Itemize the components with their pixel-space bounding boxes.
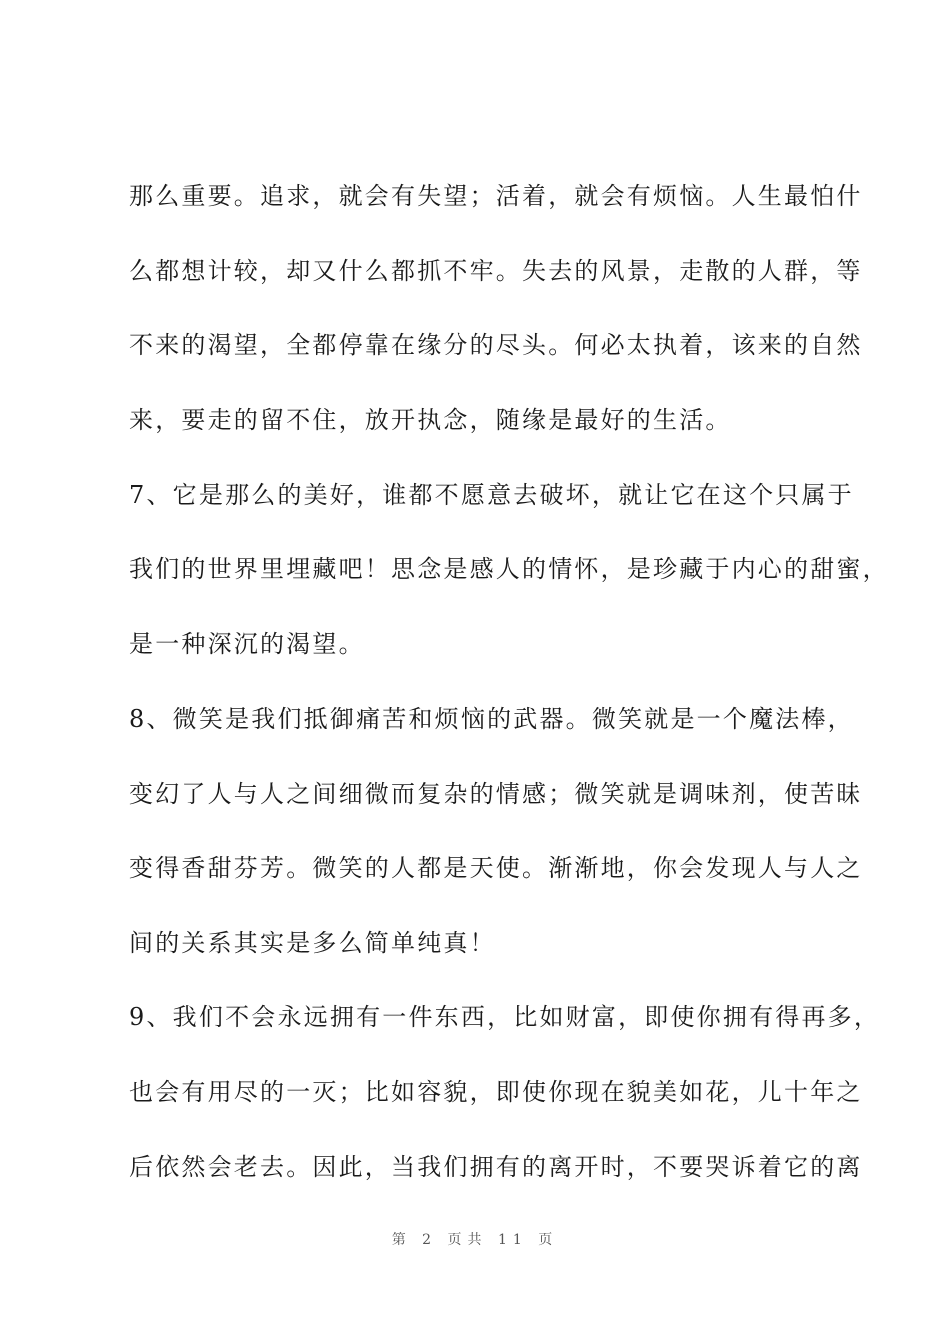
paragraph-line: 9、我们不会永远拥有一件东西，比如财富，即使你拥有得再多，: [129, 1003, 881, 1031]
paragraph-line: 7、它是那么的美好，谁都不愿意去破坏，就让它在这个只属于: [129, 481, 854, 509]
paragraph-line: 变得香甜芬芳。微笑的人都是天使。渐渐地，你会发现人与人之: [129, 854, 863, 882]
paragraph-line: 那么重要。追求，就会有失望；活着，就会有烦恼。人生最怕什: [129, 182, 863, 210]
paragraph-line: 来，要走的留不住，放开执念，随缘是最好的生活。: [129, 406, 732, 434]
paragraph-line: 也会有用尽的一灭；比如容貌，即使你现在貌美如花，儿十年之: [129, 1078, 863, 1106]
page-number-footer: 第 2 页共 11 页: [391, 1232, 559, 1248]
paragraph-line: 么都想计较，却又什么都抓不牢。失去的风景，走散的人群，等: [129, 257, 863, 285]
paragraph-line: 变幻了人与人之间细微而复杂的情感；微笑就是调味剂，使苦昧: [129, 780, 863, 808]
paragraph-line: 8、微笑是我们抵御痛苦和烦恼的武器。微笑就是一个魔法棒，: [129, 705, 854, 733]
paragraph-line: 不来的渴望，全都停靠在缘分的尽头。何必太执着，该来的自然: [129, 331, 863, 359]
paragraph-line: 间的关系其实是多么简单纯真！: [129, 929, 496, 957]
paragraph-line: 我们的世界里埋藏吧！思念是感人的情怀，是珍藏于内心的甜蜜，: [129, 555, 889, 583]
paragraph-line: 后依然会老去。因此，当我们拥有的离开时，不要哭诉着它的离: [129, 1153, 863, 1181]
paragraph-line: 是一种深沉的渴望。: [129, 630, 365, 658]
